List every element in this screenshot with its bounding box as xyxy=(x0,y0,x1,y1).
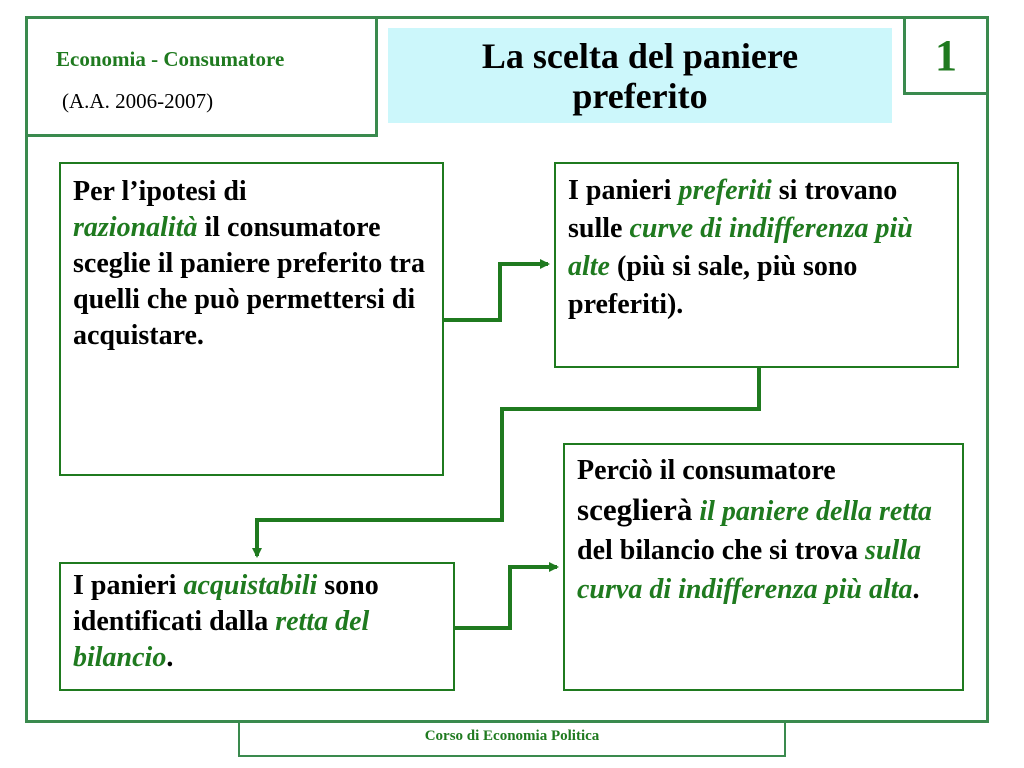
arrow-affordable-to-conclusion xyxy=(455,567,557,628)
affordable-keyword: acquistabili xyxy=(183,570,318,601)
slide-title-line1: La scelta del paniere xyxy=(481,35,799,76)
slide-title-line2: preferito xyxy=(572,75,708,116)
affordable-text-1: I panieri xyxy=(73,570,184,601)
academic-year: (A.A. 2006-2007) xyxy=(62,89,214,113)
budget-line-keyword: retta del bilancio xyxy=(73,606,370,673)
preferred-text-3: (più si sale, più sono preferiti). xyxy=(568,251,858,320)
affordable-text-3: . xyxy=(166,642,174,673)
preferred-text-1: I panieri xyxy=(568,175,679,206)
conclusion-text-1: Perciò il consumatore xyxy=(577,455,836,486)
preferred-keyword: preferiti xyxy=(678,175,772,206)
footer-box xyxy=(238,723,786,757)
affordable-text-2: sono identificati dalla xyxy=(73,570,379,637)
rationality-text-2: il consumatore sceglie il paniere preferito tra quelli che può permettersi di acquistare. xyxy=(73,212,425,351)
course-title: Economia - Consumatore xyxy=(56,47,285,71)
preferred-text-2: si trovano sulle xyxy=(568,175,898,244)
highest-curve-keyword: sulla curva di indifferenza più alta xyxy=(577,535,922,605)
rationality-text-1: Per l’ipotesi di xyxy=(73,176,247,207)
conclusion-text-3: . xyxy=(912,574,920,605)
rationality-keyword: razionalità xyxy=(73,212,198,243)
chosen-basket-keyword: il paniere della retta xyxy=(692,496,932,527)
indifference-curves-keyword: curve di indifferenza più alte xyxy=(568,213,913,282)
conclusion-verb: sceglierà xyxy=(577,492,693,527)
footer-text: Corso di Economia Politica xyxy=(424,728,600,744)
slide-number: 1 xyxy=(935,31,957,80)
arrow-preferred-to-affordable xyxy=(257,368,759,556)
arrow-rationality-to-preferred xyxy=(444,264,548,320)
conclusion-text-2: del bilancio che si trova xyxy=(577,535,866,566)
